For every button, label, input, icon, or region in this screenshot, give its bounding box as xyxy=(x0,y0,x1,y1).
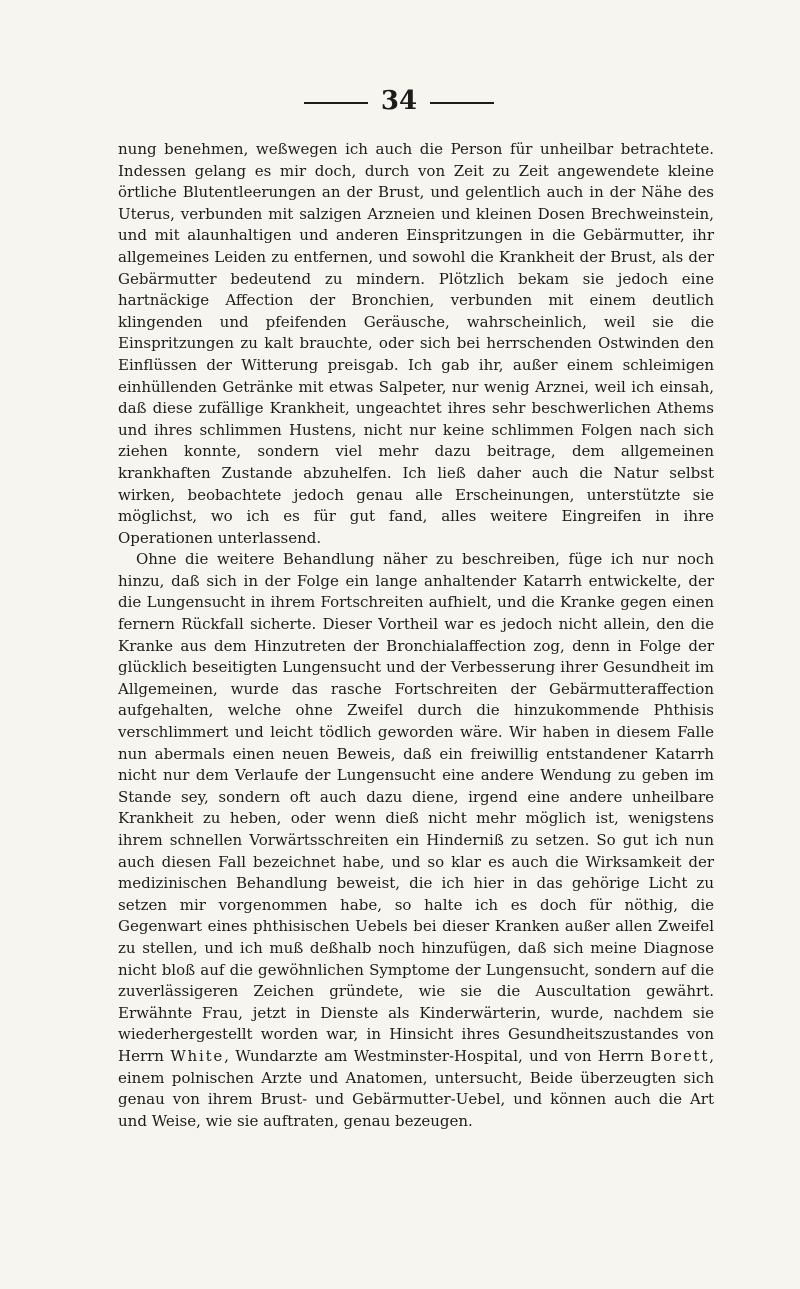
page-number: 34 xyxy=(380,86,418,116)
header-rule-left xyxy=(304,102,368,104)
paragraph-2-text-middle: , Wundarzte am Westminster-Hospital, und von Herrn xyxy=(224,1046,644,1065)
page-header xyxy=(0,78,800,118)
paragraph-2-text: Ohne die weitere Behandlung näher zu beschreiben, füge ich nur noch hinzu, daß sich in der Folge ein lange anhaltender Katarrh entwickelte, der die Lungensucht in ihrem Fortschreiten aufhielt, und die Kranke gegen einen fernern Rückfall sicherte. Dieser Vortheil war es jedoch nicht allein, den die Kranke aus dem Hinzutreten der Bronchialaffection zog, denn in Folge der glücklich beseitigten Lungensucht und der Verbesserung ihrer Gesundheit im Allgemeinen, wurde das rasche Fortschreiten der Gebärmutteraffection aufgehalten, welche ohne Zweifel durch die hinzukommende Phthisis verschlimmert und leicht tödlich geworden wäre. Wir haben in diesem Falle nun abermals einen neuen Beweis, daß ein freiwillig entstandener Katarrh nicht nur dem Verlaufe der Lungensucht eine andere Wendung zu geben im Stande sey, sondern oft auch dazu diene, irgend eine andere unheilbare Krankheit zu heben, oder wenn dieß nicht mehr möglich ist, wenigstens ihrem schnellen Vorwärtsschreiten ein Hinderniß zu setzen. So gut ich nun auch diesen Fall bezeichnet habe, und so klar es auch die Wirksamkeit der medizinischen Behandlung beweist, die ich hier in das gehörige Licht zu setzen mir vorgenommen habe, so halte ich es doch für nöthig, die Gegenwart eines phthisischen Uebels bei dieser Kranken außer allen Zweifel zu stellen, und ich muß deßhalb noch hinzufügen, daß sich meine Diagnose nicht bloß auf die gewöhnlichen Symptome der Lungensucht, sondern auf die zuverlässigeren Zeichen gründete, wie sie die Auscultation gewährt. Erwähnte Frau, jetzt in Dienste als Kinderwärterin, wurde, nachdem sie wiederhergestellt worden war, in Hinsicht ihres Gesundheitszustandes von Herrn xyxy=(118,550,714,1065)
paragraph-1: nung benehmen, weßwegen ich auch die Person für unheilbar betrachtete. Indessen gelang es mir doch, durch von Zeit zu Zeit angewendete kleine örtliche Blutentleerungen an der Brust, und gelentlich auch in der Nähe des Uterus, verbunden mit salzigen Arzneien und kleinen Dosen Brechweinstein, und mit alaunhaltigen und anderen Einspritzungen in die Gebärmutter, ihr allgemeines Leiden zu entfernen, und sowohl die Krankheit der Brust, als der Gebärmutter bedeutend zu mindern. Plötzlich bekam sie jedoch eine hartnäckige Affection der Bronchien, verbunden mit einem deutlich klingenden und pfeifenden Geräusche, wahrscheinlich, weil sie die Einspritzungen zu kalt brauchte, oder sich bei herrschenden Ostwinden den Einflüssen der Witterung preisgab. Ich gab ihr, außer einem schleimigen einhüllenden Getränke mit etwas Salpeter, nur wenig Arznei, weil ich einsah, daß diese zufällige Krankheit, ungeachtet ihres sehr beschwerlichen Athems und ihres schlimmen Hustens, nicht nur keine schlimmen Folgen nach sich ziehen konnte, sondern viel mehr dazu beitrage, dem allgemeinen krankhaften Zustande abzuhelfen. Ich ließ daher auch die Natur selbst wirken, beobachtete jedoch genau alle Erscheinungen, unterstützte sie möglichst, wo ich es für gut fand, alles weitere Eingreifen in ihre Operationen unterlassend. xyxy=(118,140,714,547)
body-text xyxy=(118,139,714,1132)
paragraph-2-text-end: , einem polnischen Arzte und Anatomen, untersucht, Beide überzeugten sich genau von ihrem Brust- und Gebärmutter-Uebel, und können auch die Art und Weise, wie sie auftraten, genau bezeugen. xyxy=(118,1046,714,1130)
person-name-borett: Borett xyxy=(650,1046,710,1065)
paragraph-2 xyxy=(118,549,714,1132)
person-name-white: White xyxy=(170,1046,225,1065)
header-rule-right xyxy=(430,102,494,104)
